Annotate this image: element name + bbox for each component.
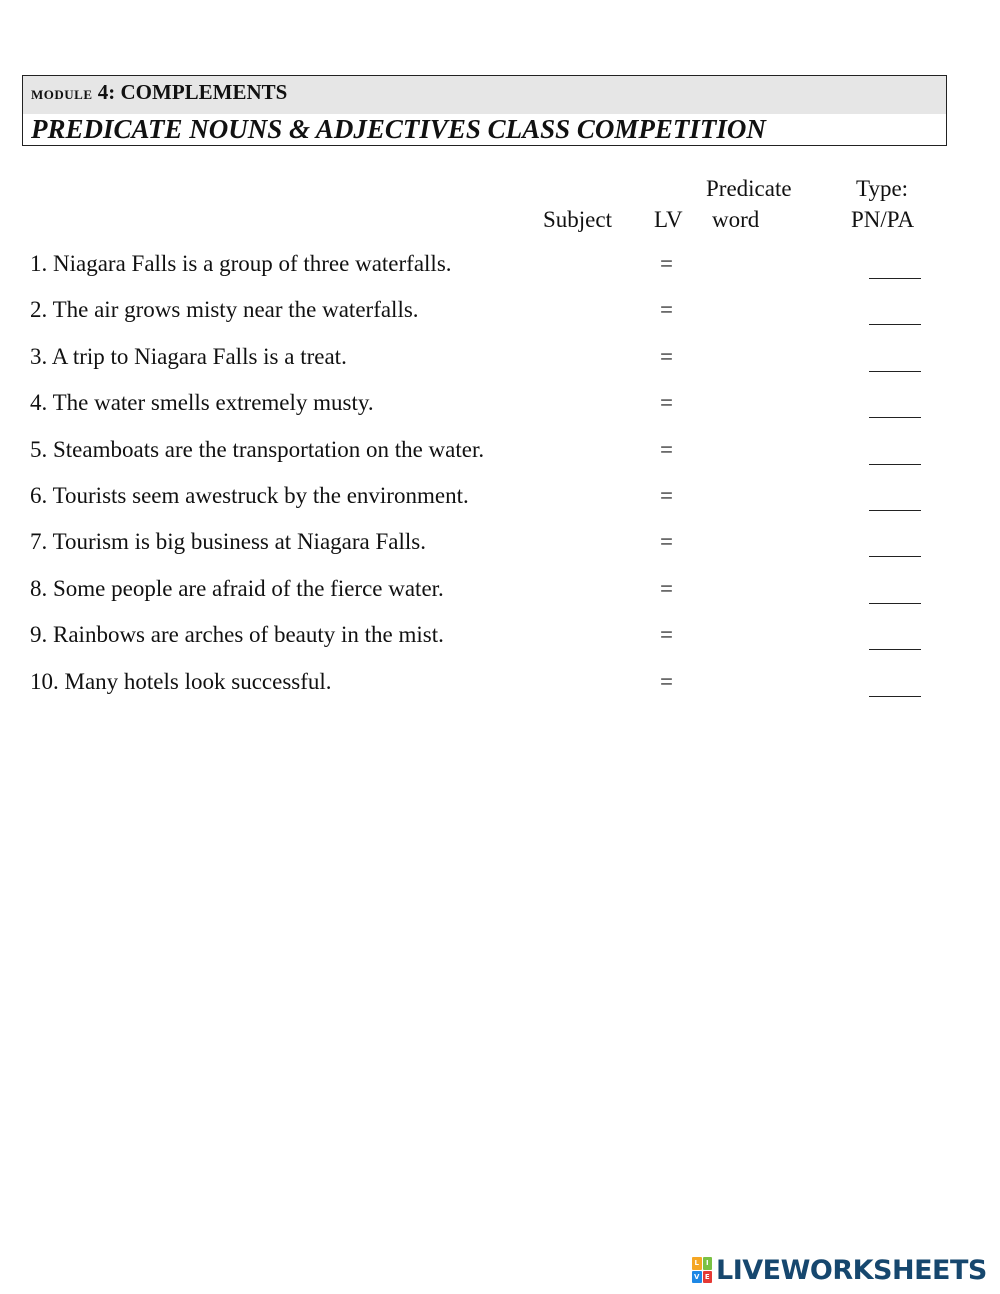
- sentence-text: 3. A trip to Niagara Falls is a treat.: [30, 343, 347, 369]
- sentence-text: 5. Steamboats are the transportation on the water.: [30, 436, 485, 462]
- column-header-predicate-word: word: [712, 207, 760, 232]
- sentence-row: [0, 297, 1000, 343]
- logo-text: LIVEWORKSHEETS: [716, 1254, 987, 1286]
- module-heading: [31, 80, 287, 105]
- page-title: PREDICATE NOUNS & ADJECTIVES CLASS COMPETITION: [31, 114, 766, 144]
- equals-sign: =: [660, 668, 673, 694]
- type-answer-blank[interactable]: [869, 324, 921, 325]
- sentence-row: [0, 437, 1000, 483]
- type-answer-blank[interactable]: [869, 649, 921, 650]
- sentence-text: 2. The air grows misty near the waterfalls.: [30, 297, 419, 323]
- sentence-text: 7. Tourism is big business at Niagara Falls.: [30, 529, 426, 555]
- equals-sign: =: [660, 297, 673, 323]
- module-name: 4: COMPLEMENTS: [97, 80, 288, 104]
- equals-sign: =: [660, 529, 673, 555]
- column-header-subject: Subject: [543, 207, 612, 232]
- equals-sign: =: [660, 483, 673, 508]
- sentence-row: [0, 529, 1000, 575]
- sentence-text: 1. Niagara Falls is a group of three waterfalls.: [30, 251, 452, 276]
- type-answer-blank[interactable]: [869, 603, 921, 604]
- sentence-text: 8. Some people are afraid of the fierce water.: [30, 575, 444, 601]
- sentence-text: 9. Rainbows are arches of beauty in the mist.: [30, 622, 444, 648]
- type-answer-blank[interactable]: [869, 510, 921, 511]
- equals-sign: =: [660, 251, 673, 276]
- liveworksheets-logo: [692, 1252, 987, 1288]
- type-answer-blank[interactable]: [869, 417, 921, 418]
- column-header-lv: LV: [654, 207, 683, 232]
- equals-sign: =: [660, 436, 673, 462]
- column-header-predicate: Predicate: [706, 176, 792, 201]
- equals-sign: =: [660, 575, 673, 601]
- type-answer-blank[interactable]: [869, 696, 921, 697]
- sentence-row: [0, 483, 1000, 529]
- type-answer-blank[interactable]: [869, 371, 921, 372]
- column-header-type: Type:: [856, 176, 909, 201]
- sentence-row: [0, 622, 1000, 668]
- module-prefix: MODULE: [31, 87, 93, 102]
- header-box: [22, 75, 947, 146]
- equals-sign: =: [660, 622, 673, 648]
- sentence-row: [0, 390, 1000, 436]
- type-answer-blank[interactable]: [869, 464, 921, 465]
- sentence-row: [0, 669, 1000, 715]
- column-header-pn-pa: PN/PA: [851, 207, 915, 232]
- equals-sign: =: [660, 390, 673, 416]
- sentence-text: 6. Tourists seem awestruck by the environment.: [30, 483, 469, 508]
- type-answer-blank[interactable]: [869, 278, 921, 279]
- sentence-text: 4. The water smells extremely musty.: [30, 390, 374, 416]
- sentence-text: 10. Many hotels look successful.: [30, 668, 332, 694]
- logo-mark-icon: [692, 1257, 712, 1283]
- logo-mark-square: E: [703, 1271, 713, 1284]
- sentence-row: [0, 251, 1000, 297]
- logo-mark-square: L: [692, 1257, 702, 1270]
- type-answer-blank[interactable]: [869, 556, 921, 557]
- logo-mark-square: I: [703, 1257, 713, 1270]
- sentence-row: [0, 344, 1000, 390]
- sentence-row: [0, 576, 1000, 622]
- equals-sign: =: [660, 343, 673, 369]
- logo-mark-square: V: [692, 1271, 702, 1284]
